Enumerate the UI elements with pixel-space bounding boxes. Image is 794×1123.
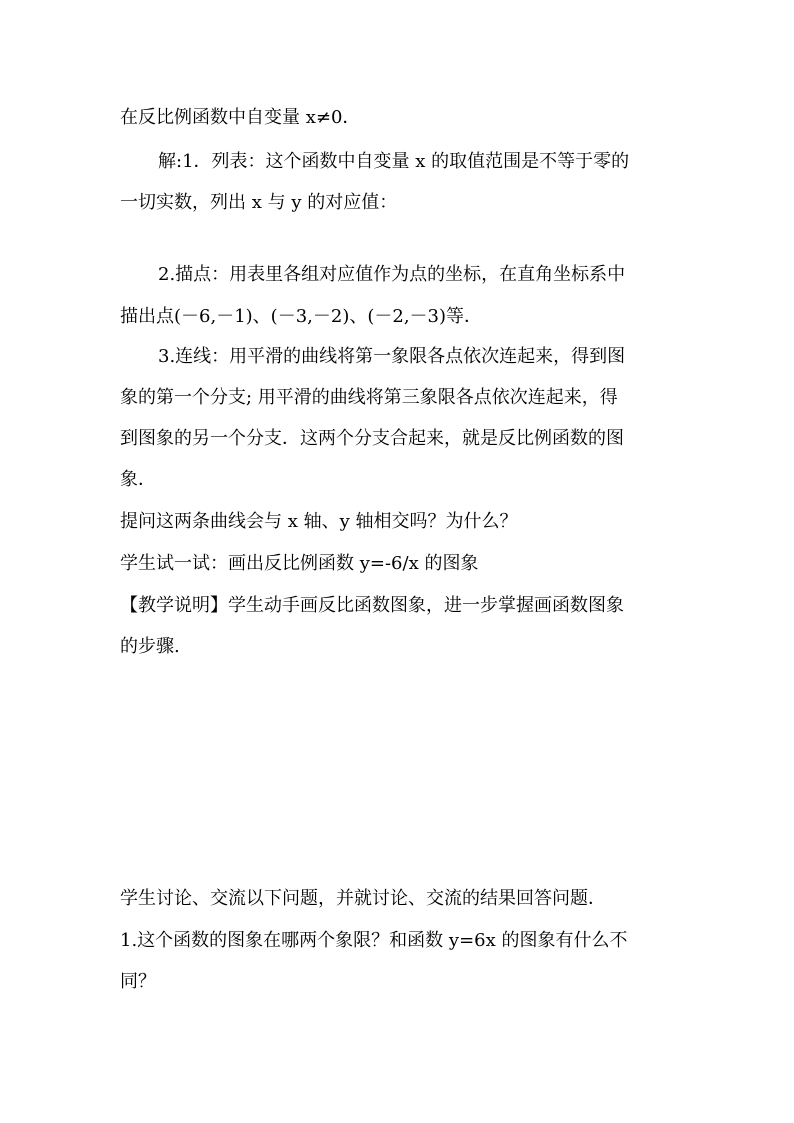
text-line: 解:1．列表：这个函数中自变量 x 的取值范围是不等于零的	[158, 151, 630, 172]
text-line: 到图象的另一个分支．这两个分支合起来，就是反比例函数的图	[120, 428, 624, 449]
text-line: 象的第一个分支; 用平滑的曲线将第三象限各点依次连起来，得	[120, 387, 618, 408]
text-line: 2.描点：用表里各组对应值作为点的坐标，在直角坐标系中	[158, 264, 626, 285]
text-line: 同？	[120, 971, 156, 992]
text-line: 3.连线：用平滑的曲线将第一象限各点依次连起来，得到图	[158, 346, 626, 367]
text-line: 象．	[120, 469, 156, 490]
text-line: 描出点(－6,－1)、(－3,－2)、(－2,－3)等．	[120, 306, 483, 327]
text-line: 学生试一试：画出反比例函数 y=-6/x 的图象	[120, 553, 479, 574]
text-line: 1.这个函数的图象在哪两个象限？和函数 y=6x 的图象有什么不	[120, 930, 628, 951]
text-line: 的步骤.	[120, 636, 180, 657]
text-line: 提问这两条曲线会与 x 轴、y 轴相交吗？为什么？	[120, 511, 518, 532]
text-line: 一切实数，列出 x 与 y 的对应值：	[120, 192, 398, 213]
text-line: 【教学说明】学生动手画反比函数图象，进一步掌握画函数图象	[120, 595, 624, 616]
text-line: 在反比例函数中自变量 x≠0．	[120, 107, 361, 128]
text-line: 学生讨论、交流以下问题，并就讨论、交流的结果回答问题．	[120, 888, 606, 909]
